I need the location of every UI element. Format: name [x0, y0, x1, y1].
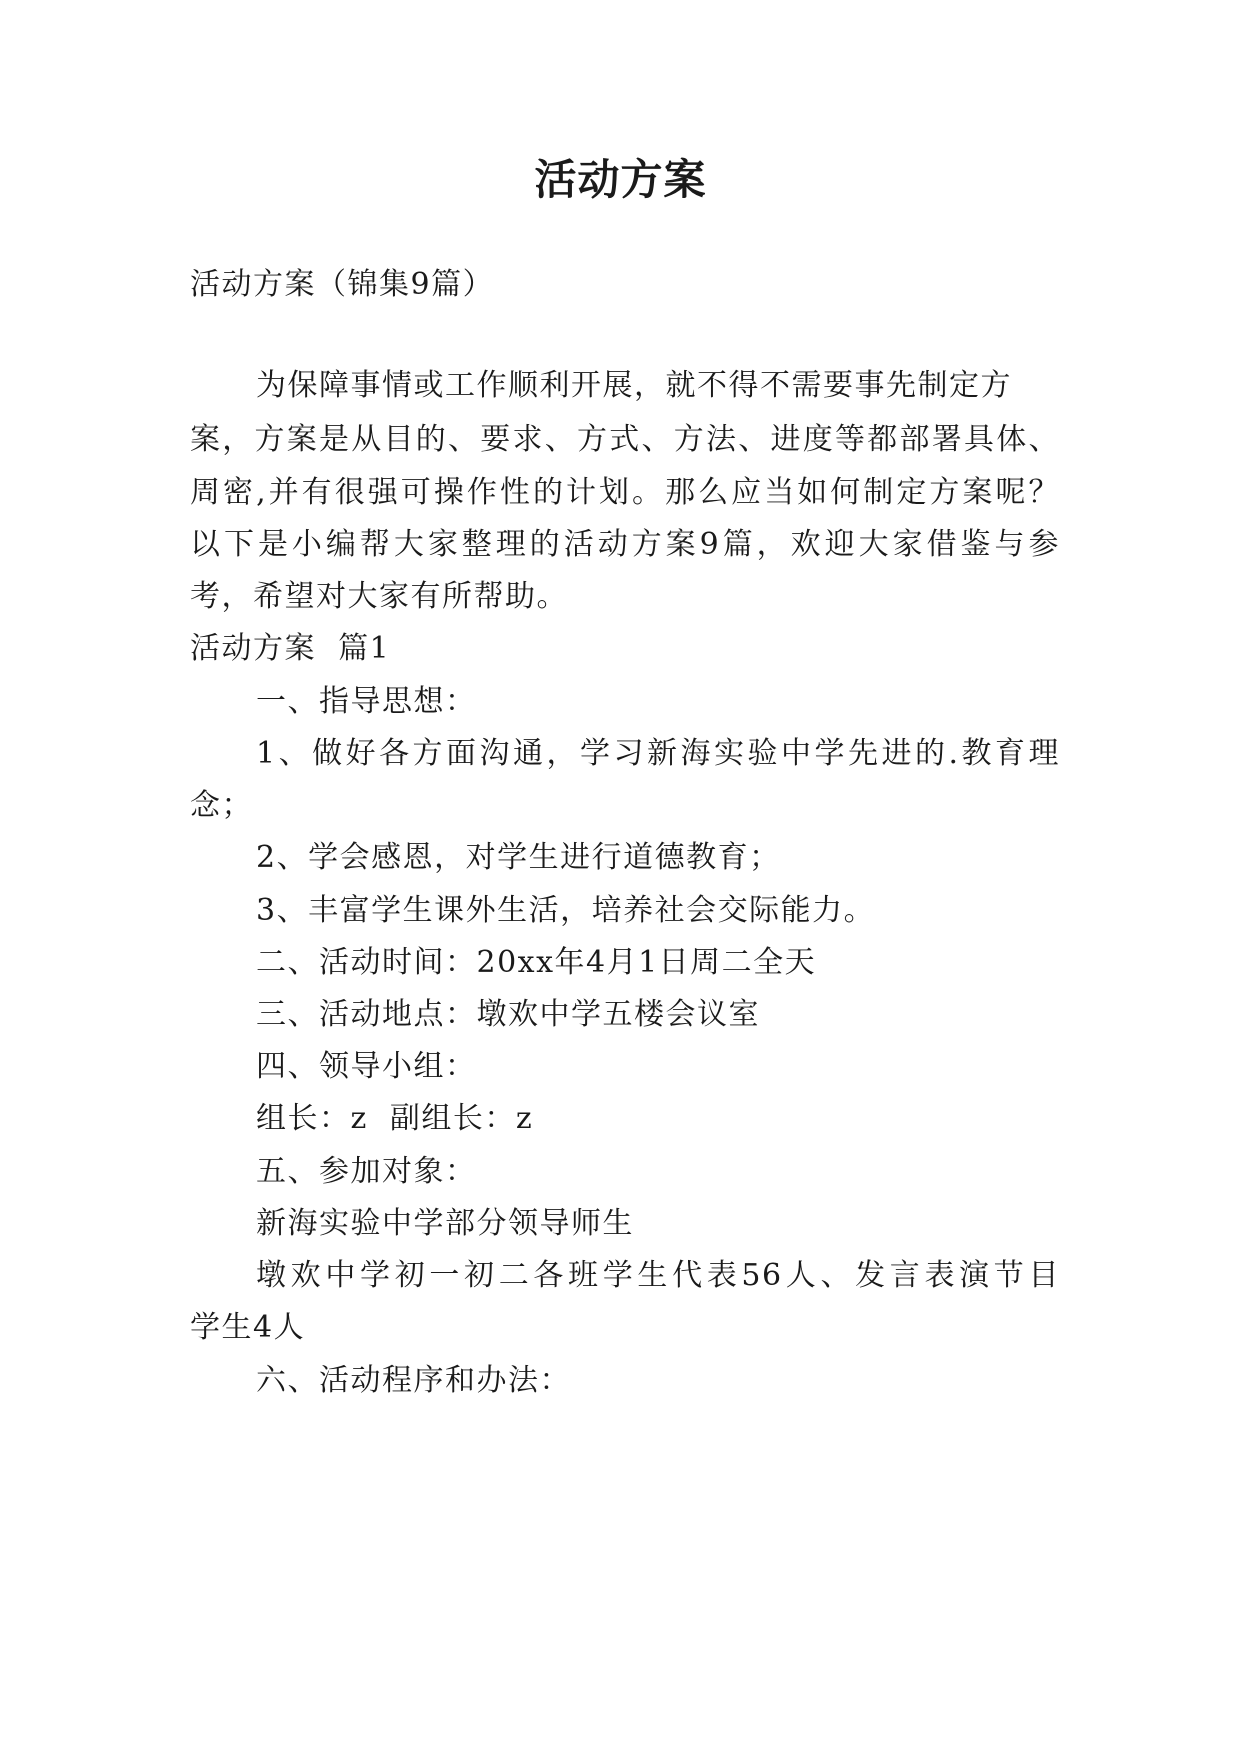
guiding-item-2: 2、学会感恩，对学生进行道德教育；: [256, 840, 781, 875]
participants-heading: 五、参加对象：: [256, 1154, 477, 1189]
intro-line-5: 考，希望对大家有所帮助。: [190, 579, 568, 614]
intro-line-3: 周密,并有很强可操作性的计划。那么应当如何制定方案呢？: [190, 475, 1060, 510]
participants-line-1: 新海实验中学部分领导师生: [256, 1206, 634, 1241]
guiding-item-3: 3、丰富学生课外生活，培养社会交际能力。: [256, 893, 876, 928]
section-heading: 活动方案 篇1: [190, 631, 391, 666]
intro-line-4: 以下是小编帮大家整理的活动方案9篇，欢迎大家借鉴与参: [190, 527, 1060, 562]
intro-line-1: 为保障事情或工作顺利开展，就不得不需要事先制定方: [256, 368, 1012, 403]
intro-line-2: 案，方案是从目的、要求、方式、方法、进度等都部署具体、: [190, 422, 1060, 457]
participants-line-2: 墩欢中学初一初二各班学生代表56人、发言表演节目: [256, 1258, 1060, 1293]
document-title: 活动方案: [534, 155, 707, 204]
document-subtitle: 活动方案（锦集9篇）: [190, 267, 495, 302]
activity-place: 三、活动地点：墩欢中学五楼会议室: [256, 997, 760, 1032]
guiding-item-1-cont: 念；: [190, 788, 253, 823]
procedure-heading: 六、活动程序和办法：: [256, 1363, 571, 1398]
guiding-item-1: 1、做好各方面沟通，学习新海实验中学先进的.教育理: [256, 736, 1060, 771]
guiding-heading: 一、指导思想：: [256, 684, 477, 719]
leadership-members: 组长：z 副组长：z: [256, 1101, 534, 1136]
activity-time: 二、活动时间：20xx年4月1日周二全天: [256, 945, 817, 980]
participants-line-2-cont: 学生4人: [190, 1310, 306, 1345]
leadership-heading: 四、领导小组：: [256, 1049, 477, 1084]
